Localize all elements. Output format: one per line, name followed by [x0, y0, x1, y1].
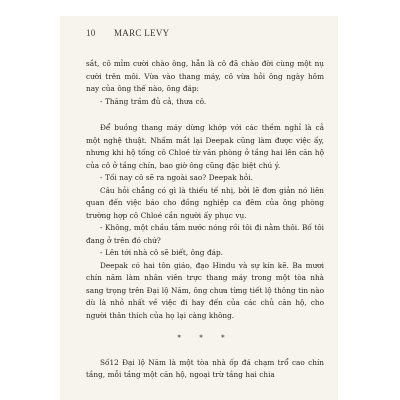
- page-header: [86, 28, 324, 42]
- paragraph: Để buồng thang máy dừng khớp với các thềm nghỉ là cả một nghệ thuật. Nhấm mắt lại Deepak cũng làm được việc ấy, nhưng khi hộ tống cô Chloé từ văn phòng ở tầng hai lên căn hộ của cô ở tầng chín, bao giờ ông cũng đặc biệt chú ý.: [86, 123, 324, 170]
- dialogue-line: - Không, một chầu tắm nước nóng rồi tôi đi nằm thôi. Bố tôi đang ở trên đó chứ?: [86, 223, 324, 245]
- running-head-author: MARC LEVY: [114, 28, 170, 38]
- paragraph: Câu hỏi chẳng có gì là thiếu tế nhị, bởi lẽ đơn giản nó liên quan đến việc báo cho đồng nghiệp ca đêm của ông phòng trường hợp cô Chloé cần người ấy phục vụ.: [86, 185, 324, 220]
- book-page: [60, 16, 338, 400]
- paragraph: Deepak có hai tôn giáo, đạo Hindu và sự kín kẽ. Ba mươi chín năm làm nhân viên trực thang máy trong một tòa nhà sang trọng trên Đại lộ Năm, ông chưa từng tiết lộ thông tin nào dù là nhỏ nhất về việc đi hay đến của các chủ căn hộ, cho người thân thích của họ lại càng không.: [86, 260, 324, 320]
- paragraph: Số12 Đại lộ Năm là một tòa nhà ốp đá chạm trổ cao chín tầng, mỗi tầng một căn hộ, ngoại trừ tầng hai chia: [86, 357, 324, 379]
- dialogue-line: - Thăng trầm đủ cả, thưa cô.: [100, 96, 207, 106]
- body-text: [86, 58, 324, 382]
- dialogue-line: - Tối nay cô sẽ ra ngoài sao? Deepak hỏi.: [100, 173, 253, 182]
- paragraph: sắt, cô mỉm cười chào ông, hẳn là cô đã chào đời cùng một nụ cười trên môi. Vừa vào thang máy, cô vừa hỏi ông ngày hôm nay của ông thế nào, ông đáp:: [86, 59, 324, 93]
- dialogue-line: - Lên tới nhà cô sẽ biết, ông đáp.: [100, 248, 223, 257]
- page-number: 10: [86, 28, 96, 38]
- section-separator: * * *: [177, 334, 233, 342]
